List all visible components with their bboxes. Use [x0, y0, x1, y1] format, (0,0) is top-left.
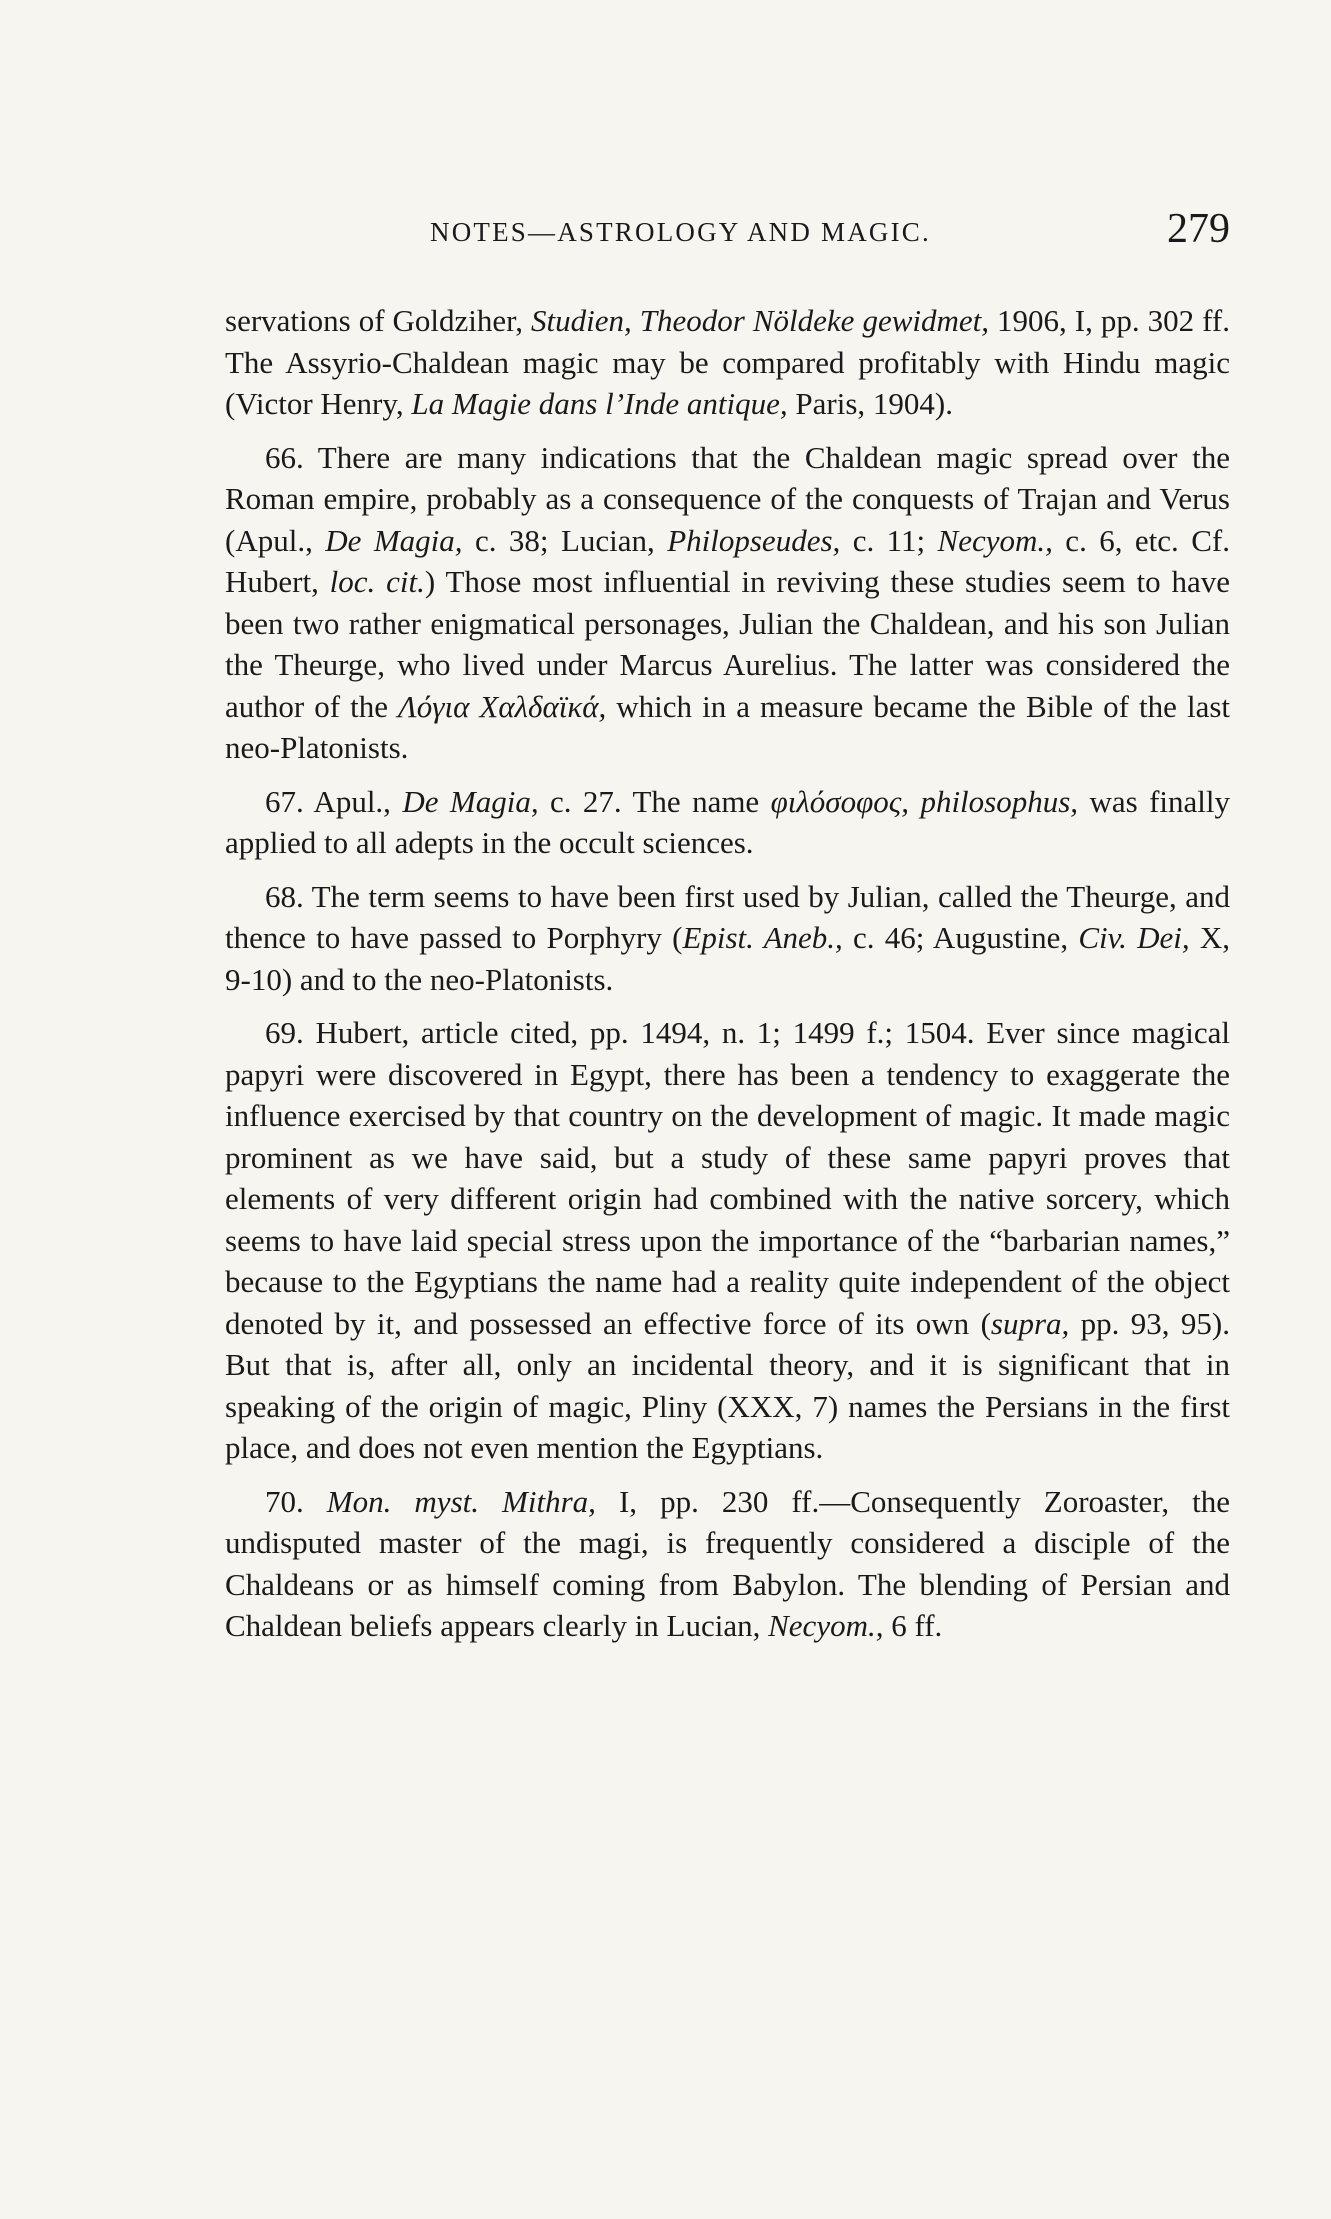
note-70 — [225, 1481, 1230, 1647]
page-number: 279 — [1167, 206, 1230, 252]
text-run: servations of Goldziher, — [225, 303, 532, 338]
text-run: 68. The term seems to have been first used by Julian, called the Theurge, and thence to have passed to Porphyry ( — [225, 878, 1230, 955]
text-run: c. 46; Augustine, — [842, 920, 1079, 955]
italic-citation: La Magie dans l’Inde antique, — [411, 386, 788, 421]
italic-citation: Philopseudes, — [667, 522, 841, 558]
italic-citation: Civ. Dei, — [1078, 920, 1190, 955]
text-run: I, pp. 230 ff.—Consequently Zoroaster, the undisputed master of the magi, is frequently considered a disciple of the Chaldeans or as himself coming from Babylon. The blending of Persian and Chaldean beliefs appears clearly in Lucian, — [225, 1483, 1230, 1643]
note-66 — [225, 437, 1230, 769]
italic-citation: supra, — [990, 1305, 1070, 1341]
italic-citation: loc. cit. — [329, 564, 425, 599]
italic-citation: De Magia, — [402, 783, 539, 819]
text-run: 67. Apul., — [265, 783, 403, 819]
text-run: was finally applied to all adepts in the occult sciences. — [225, 783, 1230, 860]
text-run: 70. — [265, 1483, 327, 1519]
text-run: X, 9-10) and to the neo-Platonists. — [225, 920, 1230, 997]
text-run: c. 38; Lucian, — [462, 522, 668, 558]
running-head — [230, 205, 1230, 265]
text-run: 69. Hubert, article cited, pp. 1494, n. 1; 1499 f.; 1504. Ever since magical papyri were discovered in Egypt, there has been a tendency to exaggerate the influence exercised by that country on the development of magic. It made magic prominent as we have said, but a study of these same papyri proves that elements of very different origin had combined with the native sorcery, which seems to have laid special stress upon the importance of the “barbarian names,” because to the Egyptians the name had a reality quite independent of the object denoted by it, and possessed an effective force of its own ( — [225, 1015, 1230, 1341]
text-run: 1906, I, pp. 302 ff. The Assyrio-Chaldean magic may be compared profitably with Hindu magic (Victor Henry, — [225, 303, 1230, 421]
running-head-title: NOTES—ASTROLOGY AND MAGIC. — [430, 217, 931, 247]
italic-citation: Epist. Aneb., — [682, 920, 843, 955]
note-paragraph-continuation — [225, 300, 1230, 425]
text-run: c. 27. The name — [538, 783, 771, 819]
italic-citation: Necyom., — [768, 1608, 884, 1643]
note-68 — [225, 876, 1230, 1001]
italic-citation: Λόγια Χαλδαϊκά, — [398, 688, 607, 724]
text-run: 66. There are many indications that the Chaldean magic spread over the Roman empire, probably as a consequence of the conquests of Trajan and Verus (Apul., — [225, 439, 1230, 558]
text-run: Paris, 1904). — [787, 386, 953, 421]
note-69 — [225, 1012, 1230, 1469]
text-run: pp. 93, 95). But that is, after all, only an incidental theory, and it is significant that in speaking of the origin of magic, Pliny (XXX, 7) names the Persians in the first place, and does not even mention the Egyptians. — [225, 1305, 1230, 1465]
text-run: 6 ff. — [883, 1608, 943, 1643]
text-run: c. 6, etc. Cf. Hubert, — [225, 522, 1230, 599]
note-67 — [225, 781, 1230, 864]
text-run: c. 11; — [840, 522, 938, 558]
italic-citation: Studien, Theodor Nöldeke gewidmet, — [531, 303, 989, 338]
notes-body — [225, 300, 1230, 1659]
italic-citation: Necyom., — [937, 522, 1053, 558]
italic-citation: De Magia, — [325, 522, 463, 558]
italic-citation: φιλόσοφος, philosophus, — [770, 783, 1079, 819]
italic-citation: Mon. myst. Mithra, — [326, 1483, 596, 1519]
text-run: which in a measure became the Bible of the last neo-Platonists. — [225, 688, 1231, 765]
text-run: ) Those most influential in reviving these studies seem to have been two rather enigmatical personages, Julian the Chaldean, and his son Julian the Theurge, who lived under Marcus Aurelius. The latter was considered the author of the — [225, 564, 1230, 724]
